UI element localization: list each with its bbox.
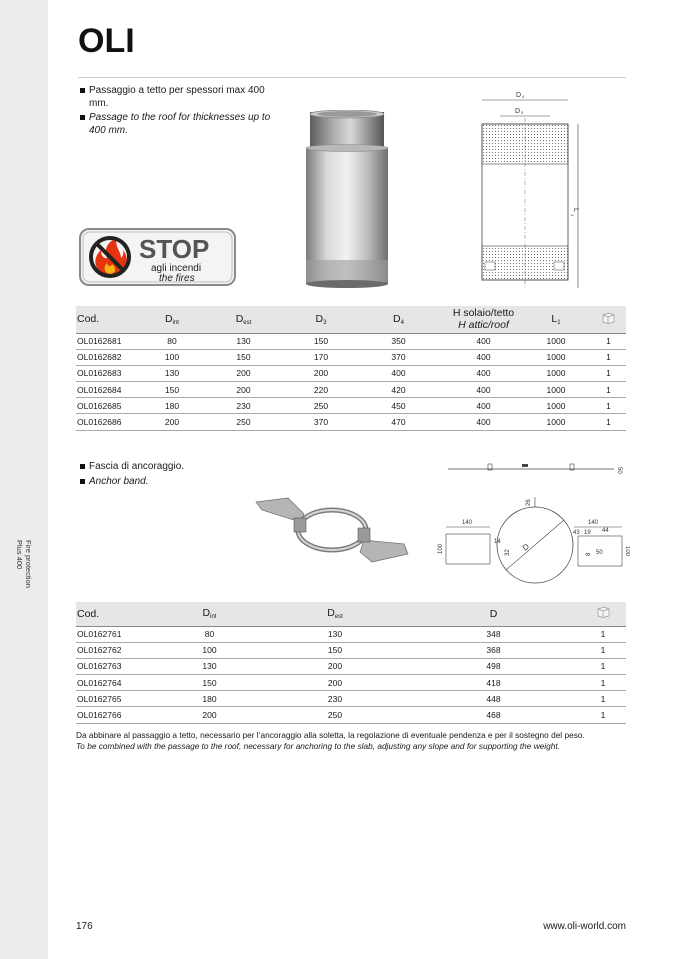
- dim-l1: L: [572, 208, 579, 212]
- dim-8: 8: [586, 552, 592, 556]
- stop-line-it: agli incendi: [151, 263, 202, 274]
- dim-d: D: [520, 541, 531, 553]
- col-dest: $D_{est}$: [235, 312, 252, 326]
- svg-text:4: 4: [522, 94, 525, 99]
- dim-140-right: 140: [588, 520, 599, 526]
- table-header-row: [76, 602, 626, 626]
- stop-fire-badge: [79, 228, 236, 286]
- table-header-row: [76, 306, 626, 333]
- sidebar-section-label: Fire protection Plus 400: [15, 540, 33, 588]
- col-d3: $D_3$: [315, 312, 327, 326]
- oli-logo: [78, 22, 138, 56]
- dim-14: 14: [494, 539, 501, 545]
- anchor-band-drawing: [430, 460, 630, 592]
- table-row: OL0162761 80 130 348 1: [76, 626, 626, 642]
- col-cod: Cod.: [77, 607, 100, 620]
- col-d4: $D_4$: [393, 312, 404, 326]
- table-row: OL0162681 80 130 150 350 400 1000 1: [76, 333, 626, 349]
- table-row: OL0162686 200 250 370 470 400 1000 1: [76, 414, 626, 430]
- dim-50: 50: [616, 467, 622, 474]
- col-pack: [591, 306, 626, 333]
- dim-43: 43: [573, 530, 580, 536]
- anchor-band-table: [76, 602, 626, 724]
- dim-d4: D: [516, 92, 522, 99]
- description-it: Passaggio a tetto per spessori max 400 mm.: [80, 85, 280, 110]
- table-row: OL0162763 130 200 498 1: [76, 658, 626, 674]
- product-description-2: [80, 461, 280, 488]
- package-icon: [597, 606, 610, 618]
- col-pack: [580, 602, 626, 626]
- usage-note: [76, 730, 636, 751]
- description-en: Anchor band.: [80, 476, 280, 489]
- table-row: OL0162766 200 250 468 1: [76, 707, 626, 723]
- no-fire-icon: [91, 238, 129, 276]
- dim-32: 32: [505, 549, 511, 556]
- table-row: OL0162762 100 150 368 1: [76, 642, 626, 658]
- svg-text:3: 3: [521, 110, 524, 115]
- dim-100-left: 100: [438, 543, 444, 554]
- sidebar: [0, 0, 48, 959]
- page-number: 176: [76, 921, 93, 932]
- col-cod: Cod.: [77, 313, 100, 326]
- roof-passage-photo: [302, 110, 392, 290]
- table-row: OL0162682 100 150 170 370 400 1000 1: [76, 349, 626, 365]
- table-row: OL0162684 150 200 220 420 400 1000 1: [76, 382, 626, 398]
- description-en: Passage to the roof for thicknesses up to 400 mm.: [80, 112, 280, 137]
- website-link[interactable]: www.oli-world.com: [543, 921, 626, 932]
- dim-19: 19: [584, 530, 591, 536]
- col-dest: $D_{est}$: [327, 607, 343, 621]
- table-row: OL0162685 180 230 250 450 400 1000 1: [76, 398, 626, 414]
- description-it: Fascia di ancoraggio.: [80, 461, 280, 474]
- col-h: H solaio/tetto H attic/roof: [452, 307, 515, 332]
- dim-26: 26: [526, 499, 532, 506]
- col-dint: $D_{int}$: [202, 607, 217, 621]
- roof-passage-table: [76, 306, 626, 431]
- table-row: OL0162764 150 200 418 1: [76, 675, 626, 691]
- package-icon: [602, 312, 615, 324]
- product-description-1: [80, 85, 280, 137]
- dim-44: 44: [602, 528, 609, 534]
- anchor-band-photo: [254, 496, 410, 566]
- roof-passage-drawing: [470, 88, 590, 298]
- col-dint: $D_{int}$: [165, 312, 179, 326]
- dim-d3: D: [515, 108, 521, 115]
- header-divider: [78, 77, 626, 78]
- logo-text: OLI: [78, 22, 135, 56]
- dim-140-left: 140: [462, 520, 473, 526]
- dim-100-right: 100: [624, 546, 630, 557]
- note-it: Da abbinare al passaggio a tetto, necessario per l’ancoraggio alla soletta, la regolazione di eventuale pendenza e per il sostegno del peso.: [76, 730, 585, 740]
- svg-text:1: 1: [570, 214, 575, 217]
- table-row: OL0162683 130 200 200 400 400 1000 1: [76, 365, 626, 381]
- stop-text: STOP: [139, 234, 210, 264]
- note-en: To be combined with the passage to the roof, necessary for anchoring to the slab, adjusting any slope and for supporting the weight.: [76, 740, 560, 751]
- col-d: D: [489, 607, 498, 620]
- table-row: OL0162765 180 230 448 1: [76, 691, 626, 707]
- col-l1: $L_1$: [551, 312, 561, 326]
- dim-50-right: 50: [596, 550, 603, 556]
- stop-line-en: the fires: [159, 273, 195, 284]
